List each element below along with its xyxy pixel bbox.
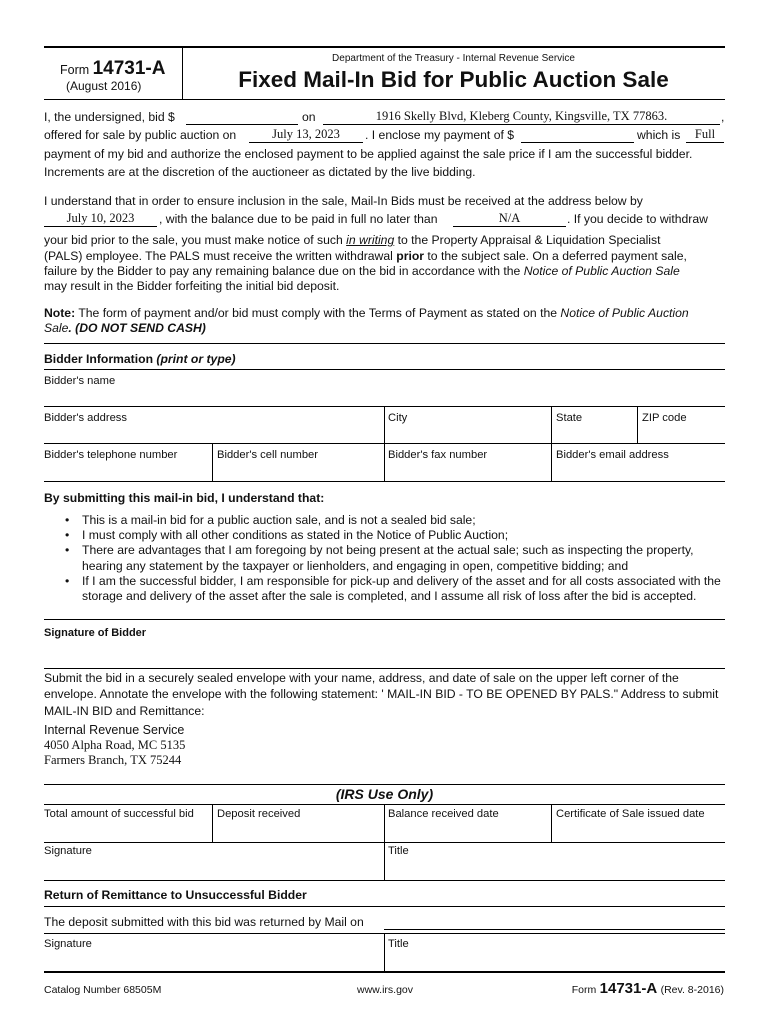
prior-text: prior (396, 249, 425, 263)
note-line-1 (44, 306, 689, 320)
understand-line-4 (44, 233, 661, 247)
intro-text-7: payment of my bid and authorize the enclosed payment to be applied against the sale price if I am the successful bidder. (44, 147, 693, 161)
bidder-heading-rule (44, 369, 725, 370)
fax-label: Bidder's fax number (388, 449, 488, 461)
remittance-title-label: Title (388, 938, 409, 950)
address-divider-3 (637, 406, 638, 443)
bidder-heading-ital: (print or type) (156, 352, 236, 366)
intro-text-4: offered for sale by public auction on (44, 128, 237, 142)
remittance-heading-rule (44, 906, 725, 907)
bidder-signature-label: Signature of Bidder (44, 627, 147, 639)
understand-line-6 (44, 264, 680, 278)
state-label: State (556, 412, 583, 424)
irs-title-label: Title (388, 845, 409, 857)
submit-agency: Internal Revenue Service (44, 723, 185, 737)
bidder-heading (44, 352, 236, 366)
header-bottom-rule (44, 99, 725, 100)
irs-divider-2 (384, 804, 385, 842)
submit-instructions: Submit the bid in a securely sealed envelope with your name, address, and date of sale on the upper left corner of the envelope. Annotate the envelope with the following statement: ' MAIL-IN BID - TO BE OPENED BY PALS." Address to submit MAIL-IN BID and Remittance: (44, 671, 719, 718)
telephone-label: Bidder's telephone number (44, 449, 178, 461)
understand-text-6a: failure by the Bidder to pay any remaining balance due on the bid in accordance with the (44, 264, 521, 278)
understand-text-5a: (PALS) employee. The PALS must receive the written withdrawal (44, 249, 393, 263)
irs-signature-label: Signature (44, 845, 92, 857)
department-line: Department of the Treasury - Internal Revenue Service (332, 53, 575, 64)
bidder-top-rule (44, 343, 725, 344)
submit-address-2: Farmers Branch, TX 75244 (44, 753, 182, 767)
address-divider-1 (384, 406, 385, 443)
form-prefix: Form (60, 63, 90, 77)
address-divider-2 (551, 406, 552, 443)
note-text-1: The form of payment and/or bid must comply with the Terms of Payment as stated on the (78, 306, 558, 320)
understand-line-5 (44, 249, 687, 263)
signature-top-rule (44, 619, 725, 620)
note-line-2 (44, 321, 206, 335)
page-title: Fixed Mail-In Bid for Public Auction Sale (238, 67, 669, 92)
catalog-number: Catalog Number 68505M (44, 984, 162, 996)
balance-date-label: Balance received date (388, 808, 499, 820)
irs-top-rule (44, 784, 725, 785)
submit-address-1: 4050 Alpha Road, MC 5135 (44, 738, 186, 752)
understand-text-5b: to the subject sale. On a deferred payment sale, (427, 249, 687, 263)
deposit-label: Deposit received (217, 808, 301, 820)
note-ital-2: Sale (44, 321, 69, 335)
signature-bottom-rule (44, 668, 725, 669)
intro-text-2: on (302, 110, 316, 124)
footer-form-block (572, 980, 724, 997)
intro-text-6: which is (637, 128, 681, 142)
notice-ital-text: Notice of Public Auction Sale (523, 264, 680, 278)
terms-heading: By submitting this mail-in bid, I understand that: (44, 491, 325, 505)
bidder-heading-text: Bidder Information (44, 352, 154, 366)
payment-amount-field[interactable] (521, 127, 634, 143)
terms-bullet-4: • If I am the successful bidder, I am responsible for pick-up and delivery of the asset and for all costs associated with the storage and delivery of the asset after the sale is completed, and I assume all risk of loss after the bid is accepted. (44, 574, 725, 604)
intro-text-8: Increments are at the discretion of the auctioneer as dictated by the live bidding. (44, 165, 476, 179)
understand-text-4a: your bid prior to the sale, you must make notice of such (44, 233, 343, 247)
returned-date-field[interactable] (384, 914, 725, 930)
irs-heading: (IRS Use Only) (335, 786, 434, 802)
property-address-field[interactable]: 1916 Skelly Blvd, Kleberg County, Kingsville, TX 77863. (323, 109, 720, 125)
note-ital-1: Notice of Public Auction (560, 306, 689, 320)
certificate-date-label: Certificate of Sale issued date (556, 808, 705, 820)
website: www.irs.gov (356, 984, 413, 996)
footer-form-number: 14731-A (599, 980, 658, 997)
form-date: (August 2016) (66, 79, 142, 93)
irs-bottom-rule (44, 880, 725, 881)
intro-text-5: . I enclose my payment of $ (365, 128, 515, 142)
cell-label: Bidder's cell number (217, 449, 319, 461)
remittance-signature-label: Signature (44, 938, 92, 950)
city-label: City (388, 412, 408, 424)
footer-top-rule (44, 971, 725, 973)
phone-divider-2 (384, 443, 385, 481)
bidder-name-field[interactable] (44, 389, 725, 406)
email-label: Bidder's email address (556, 449, 669, 461)
bidder-signature-field[interactable] (44, 642, 725, 668)
understand-text-3: . If you decide to withdraw (567, 212, 708, 226)
remittance-text: The deposit submitted with this bid was returned by Mail on (44, 915, 364, 929)
phone-divider-1 (212, 443, 213, 481)
form-number: 14731-A (92, 58, 166, 79)
form-number-block (60, 58, 165, 80)
terms-bullet-1: • This is a mail-in bid for a public auction sale, and is not a sealed bid sale; (44, 513, 725, 528)
intro-text-1: I, the undersigned, bid $ (44, 110, 175, 124)
balance-due-field[interactable]: N/A (453, 211, 566, 227)
sale-date-field[interactable]: July 13, 2023 (249, 127, 363, 143)
intro-comma: , (721, 110, 725, 124)
header-top-rule (44, 46, 725, 48)
terms-bullet-3: • There are advantages that I am foregoing by not being present at the actual sale; such as inspecting the property, hearing any statement by the taxpayer or lienholders, and engaging in open, competitive bidding; and (44, 543, 725, 573)
understand-text-7: may result in the Bidder forfeiting the initial bid deposit. (44, 279, 340, 293)
remittance-heading: Return of Remittance to Unsuccessful Bidder (44, 888, 307, 902)
terms-bullet-2: • I must comply with all other conditions as stated in the Notice of Public Auction; (44, 528, 725, 543)
understand-text-1: I understand that in order to ensure inclusion in the sale, Mail-In Bids must be received at the address below by (44, 194, 643, 208)
footer-revision: (Rev. 8-2016) (660, 984, 724, 996)
receive-by-date-field[interactable]: July 10, 2023 (44, 211, 157, 227)
note-bold-2: . (DO NOT SEND CASH) (68, 321, 206, 335)
bidder-phone-rule (44, 481, 725, 482)
understand-text-4b: to the Property Appraisal & Liquidation Specialist (397, 233, 661, 247)
irs-divider-3 (551, 804, 552, 842)
note-label: Note: (44, 306, 76, 320)
bid-amount-field[interactable] (186, 109, 298, 125)
total-amount-label: Total amount of successful bid (44, 808, 194, 820)
irs-divider-1 (212, 804, 213, 842)
understand-text-2: , with the balance due to be paid in full no later than (159, 212, 438, 226)
bidder-name-label: Bidder's name (44, 375, 116, 387)
payment-type-field[interactable]: Full (686, 127, 724, 143)
footer-form-prefix: Form (571, 984, 597, 996)
phone-divider-3 (551, 443, 552, 481)
in-writing-text: in writing (346, 233, 395, 247)
irs-sig-divider (384, 842, 385, 880)
bidder-address-label: Bidder's address (44, 412, 127, 424)
terms-list (44, 513, 725, 604)
zip-label: ZIP code (642, 412, 687, 424)
remittance-divider (384, 933, 385, 971)
